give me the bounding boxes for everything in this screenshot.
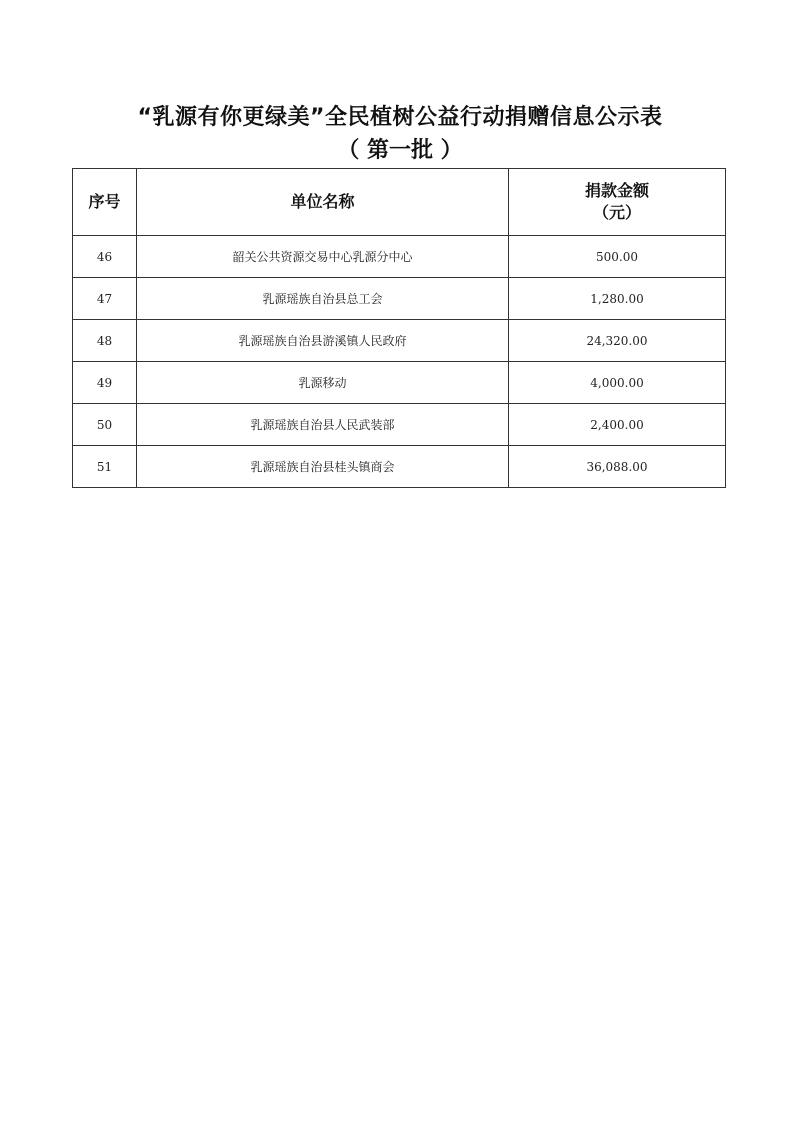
table-row	[73, 362, 726, 404]
cell-unit-name: 乳源瑶族自治县桂头镇商会	[137, 446, 509, 488]
cell-amount: 1,280.00	[509, 278, 726, 320]
cell-amount: 500.00	[509, 236, 726, 278]
cell-unit-name: 乳源移动	[137, 362, 509, 404]
page-subtitle: （ 第一批 ）	[337, 138, 463, 163]
donation-table	[72, 168, 726, 488]
cell-unit-name: 乳源瑶族自治县人民武装部	[137, 404, 509, 446]
cell-unit-name: 乳源瑶族自治县总工会	[137, 278, 509, 320]
cell-seq: 48	[73, 320, 137, 362]
table-row	[73, 404, 726, 446]
cell-unit-name: 韶关公共资源交易中心乳源分中心	[137, 236, 509, 278]
header-unit-name: 单位名称	[137, 169, 509, 236]
cell-unit-name: 乳源瑶族自治县游溪镇人民政府	[137, 320, 509, 362]
cell-seq: 49	[73, 362, 137, 404]
table-row	[73, 278, 726, 320]
cell-amount: 4,000.00	[509, 362, 726, 404]
cell-amount: 36,088.00	[509, 446, 726, 488]
cell-seq: 47	[73, 278, 137, 320]
header-amount-unit: （元）	[592, 203, 641, 222]
cell-seq: 50	[73, 404, 137, 446]
cell-seq: 46	[73, 236, 137, 278]
table-row	[73, 236, 726, 278]
header-amount	[509, 169, 726, 236]
page-title: “乳源有你更绿美”全民植树公益行动捐赠信息公示表	[137, 105, 663, 130]
table-row	[73, 446, 726, 488]
header-amount-label: 捐款金额	[584, 181, 649, 200]
table-row	[73, 320, 726, 362]
table-header-row	[73, 169, 726, 236]
cell-seq: 51	[73, 446, 137, 488]
cell-amount: 2,400.00	[509, 404, 726, 446]
cell-amount: 24,320.00	[509, 320, 726, 362]
header-seq: 序号	[73, 169, 137, 236]
